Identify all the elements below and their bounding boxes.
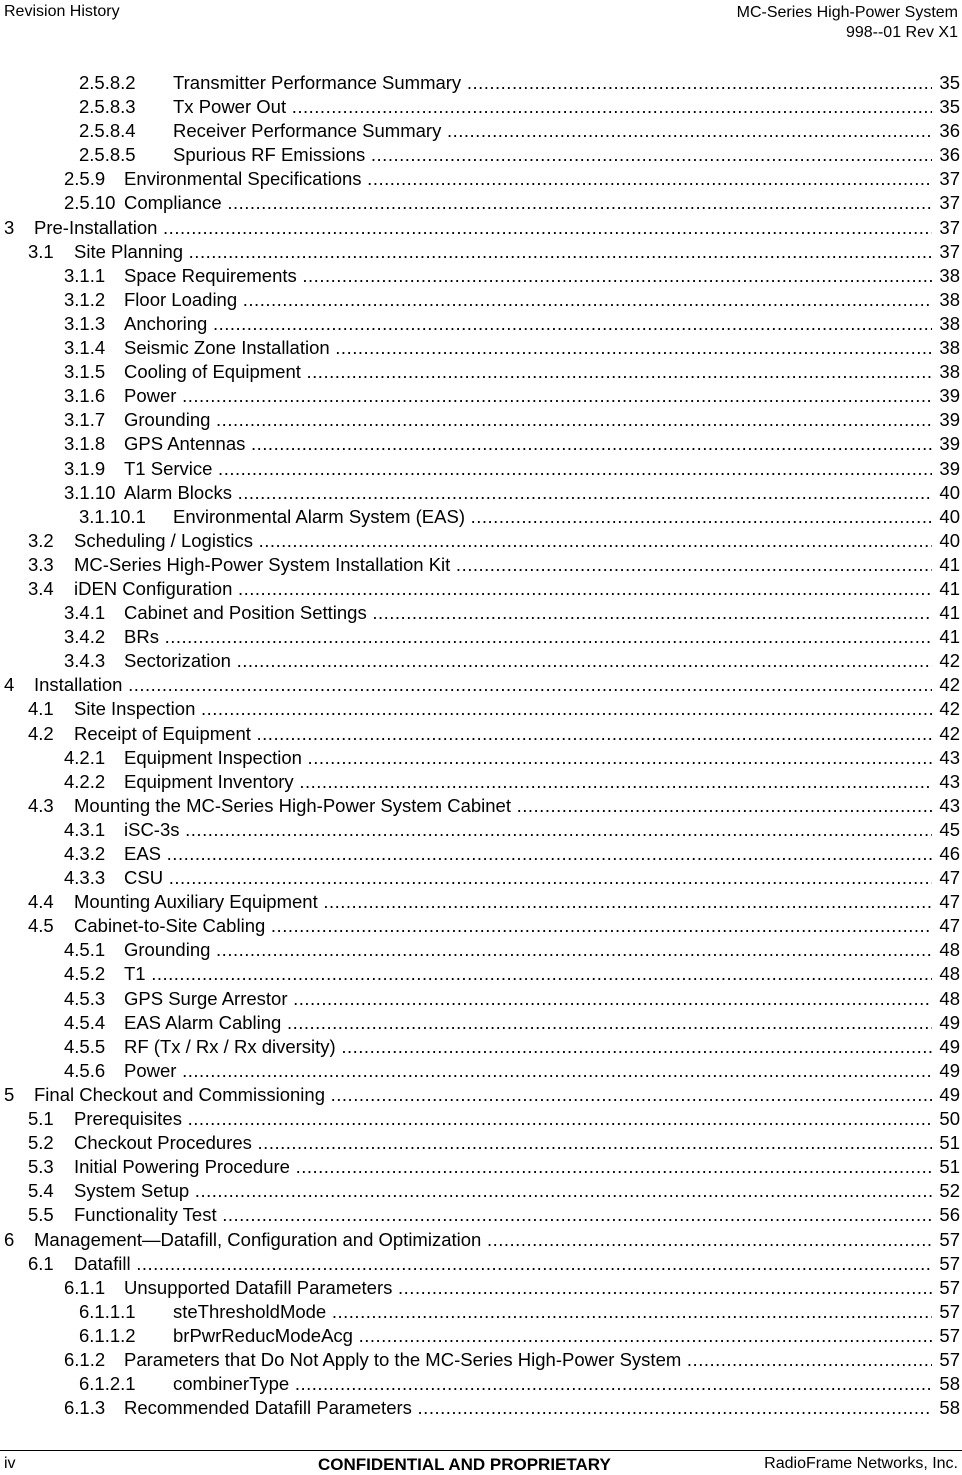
table-of-contents xyxy=(0,71,962,1420)
toc-entry[interactable] xyxy=(0,336,962,360)
toc-entry-title[interactable]: Unsupported Datafill Parameters ..... xyxy=(124,1276,932,1300)
toc-entry[interactable] xyxy=(0,938,962,962)
toc-entry-number: 5.5 xyxy=(28,1204,54,1226)
toc-entry-title[interactable]: Checkout Procedures ..... xyxy=(74,1131,932,1155)
toc-entry[interactable] xyxy=(0,794,962,818)
toc-entry-title[interactable]: Grounding ..... xyxy=(124,938,932,962)
toc-entry-number: 5.4 xyxy=(28,1180,54,1202)
toc-entry-title[interactable]: Tx Power Out ..... xyxy=(173,95,932,119)
toc-entry-title[interactable]: Sectorization ..... xyxy=(124,649,932,673)
toc-entry[interactable] xyxy=(0,529,962,553)
toc-entry-page[interactable]: 42 xyxy=(939,722,960,744)
toc-entry-title[interactable]: combinerType ..... xyxy=(173,1372,932,1396)
toc-entry[interactable] xyxy=(0,987,962,1011)
toc-entry-title[interactable]: Receiver Performance Summary ..... xyxy=(173,119,932,143)
toc-entry-number: 4.2 xyxy=(28,722,54,744)
toc-entry-number: 4.3.2 xyxy=(64,843,106,864)
toc-entry-title[interactable]: Power ..... xyxy=(124,1059,932,1083)
toc-entry-title[interactable]: RF (Tx / Rx / Rx diversity) ..... xyxy=(124,1035,932,1059)
toc-entry-title[interactable]: Parameters that Do Not Apply to the MC-Series High-Power System ..... xyxy=(124,1348,932,1372)
toc-entry-title[interactable]: Spurious RF Emissions ..... xyxy=(173,143,932,167)
toc-entry[interactable] xyxy=(0,649,962,673)
toc-entry-title[interactable]: GPS Surge Arrestor ..... xyxy=(124,987,932,1011)
toc-entry-title[interactable]: iSC-3s ..... xyxy=(124,818,932,842)
toc-entry[interactable] xyxy=(0,1276,962,1300)
toc-entry-page[interactable]: 38 xyxy=(939,288,960,310)
toc-entry-page[interactable]: 35 xyxy=(939,96,960,118)
toc-entry-number: 6.1.2.1 xyxy=(79,1373,136,1395)
toc-entry-number: 3.1.1 xyxy=(64,264,106,286)
toc-entry-page[interactable]: 37 xyxy=(939,216,960,238)
toc-entry-number: 3.4.1 xyxy=(64,602,106,624)
toc-entry-page[interactable]: 52 xyxy=(939,1180,960,1202)
toc-entry[interactable] xyxy=(0,697,962,721)
toc-entry[interactable] xyxy=(0,770,962,794)
toc-entry-number: 3.3 xyxy=(28,553,54,575)
toc-entry-page[interactable]: 38 xyxy=(939,361,960,383)
toc-entry-title[interactable]: Cooling of Equipment ..... xyxy=(124,360,932,384)
toc-entry[interactable] xyxy=(0,1228,962,1252)
toc-entry-number: 3.1 xyxy=(28,240,54,262)
toc-entry-title[interactable]: Transmitter Performance Summary ..... xyxy=(173,71,932,95)
toc-entry[interactable] xyxy=(0,95,962,119)
toc-entry-page[interactable]: 47 xyxy=(939,891,960,913)
toc-entry-title[interactable]: Datafill ..... xyxy=(74,1252,932,1276)
toc-entry-page[interactable]: 36 xyxy=(939,120,960,142)
toc-entry-page[interactable]: 42 xyxy=(939,698,960,720)
toc-entry-page[interactable]: 37 xyxy=(939,192,960,214)
toc-entry-title[interactable]: iDEN Configuration ..... xyxy=(74,577,932,601)
toc-entry-number: 3.4 xyxy=(28,577,54,599)
toc-entry-title[interactable]: MC-Series High-Power System Installation Kit ..... xyxy=(74,553,932,577)
toc-entry-page[interactable]: 51 xyxy=(939,1132,960,1154)
toc-entry-number: 2.5.8.4 xyxy=(79,120,136,142)
toc-entry-title[interactable]: Recommended Datafill Parameters ..... xyxy=(124,1396,932,1420)
toc-entry[interactable] xyxy=(0,1396,962,1420)
toc-entry-number: 5.3 xyxy=(28,1156,54,1178)
toc-entry[interactable] xyxy=(0,1131,962,1155)
toc-entry-title[interactable]: Seismic Zone Installation ..... xyxy=(124,336,932,360)
toc-entry-number: 4.5.5 xyxy=(64,1035,106,1057)
toc-entry-page[interactable]: 51 xyxy=(939,1156,960,1178)
toc-entry[interactable] xyxy=(0,216,962,240)
toc-entry[interactable] xyxy=(0,673,962,697)
toc-entry-page[interactable]: 41 xyxy=(939,602,960,624)
toc-entry[interactable] xyxy=(0,914,962,938)
toc-entry-title[interactable]: Prerequisites ..... xyxy=(74,1107,932,1131)
toc-entry-page[interactable]: 36 xyxy=(939,144,960,166)
toc-entry-page[interactable]: 56 xyxy=(939,1204,960,1226)
toc-entry-number: 6.1.1.1 xyxy=(79,1300,136,1322)
toc-entry-title[interactable]: Equipment Inspection ..... xyxy=(124,746,932,770)
toc-entry[interactable] xyxy=(0,842,962,866)
toc-entry-page[interactable]: 41 xyxy=(939,626,960,648)
toc-entry-number: 2.5.8.3 xyxy=(79,96,136,118)
toc-entry-title[interactable]: T1 Service ..... xyxy=(124,457,932,481)
toc-entry-page[interactable]: 39 xyxy=(939,457,960,479)
toc-entry[interactable] xyxy=(0,143,962,167)
toc-entry-number: 6.1.3 xyxy=(64,1397,106,1419)
toc-entry[interactable] xyxy=(0,457,962,481)
toc-entry-page[interactable]: 58 xyxy=(939,1373,960,1395)
toc-entry-number: 2.5.8.2 xyxy=(79,72,136,93)
toc-entry-title[interactable]: Space Requirements ..... xyxy=(124,264,932,288)
toc-entry-page[interactable]: 57 xyxy=(939,1228,960,1250)
toc-entry-title[interactable]: brPwrReducModeAcg ..... xyxy=(173,1324,932,1348)
toc-entry-number: 6.1.1.2 xyxy=(79,1324,136,1346)
toc-entry-page[interactable]: 48 xyxy=(939,987,960,1009)
toc-entry-title[interactable]: T1 ..... xyxy=(124,962,932,986)
toc-entry-title[interactable]: Floor Loading ..... xyxy=(124,288,932,312)
footer-page-number: iv xyxy=(4,1455,16,1472)
toc-entry-title[interactable]: Mounting Auxiliary Equipment ..... xyxy=(74,890,932,914)
toc-entry[interactable] xyxy=(0,1179,962,1203)
toc-entry-page[interactable]: 37 xyxy=(939,168,960,190)
toc-entry-number: 6.1 xyxy=(28,1252,54,1274)
toc-entry-title[interactable]: Power ..... xyxy=(124,384,932,408)
toc-entry-number: 4.2.2 xyxy=(64,770,106,792)
toc-entry[interactable] xyxy=(0,625,962,649)
toc-entry-title[interactable]: GPS Antennas ..... xyxy=(124,432,932,456)
toc-entry-title[interactable]: Initial Powering Procedure ..... xyxy=(74,1155,932,1179)
toc-entry[interactable] xyxy=(0,481,962,505)
toc-entry-page[interactable]: 40 xyxy=(939,481,960,503)
toc-entry-page[interactable]: 37 xyxy=(939,240,960,262)
toc-entry-page[interactable]: 39 xyxy=(939,409,960,431)
toc-entry-page[interactable]: 49 xyxy=(939,1035,960,1057)
toc-entry-page[interactable]: 49 xyxy=(939,1083,960,1105)
toc-entry-number: 3.1.5 xyxy=(64,361,106,383)
toc-entry[interactable] xyxy=(0,601,962,625)
toc-entry[interactable] xyxy=(0,432,962,456)
toc-entry-title[interactable]: Functionality Test ..... xyxy=(74,1203,932,1227)
toc-entry-page[interactable]: 39 xyxy=(939,385,960,407)
footer-confidential-notice: CONFIDENTIAL AND PROPRIETARY xyxy=(318,1455,611,1474)
toc-entry-title[interactable]: Final Checkout and Commissioning ..... xyxy=(34,1083,932,1107)
toc-entry-number: 6 xyxy=(4,1228,15,1250)
toc-entry[interactable] xyxy=(0,1083,962,1107)
toc-entry-title[interactable]: Equipment Inventory ..... xyxy=(124,770,932,794)
toc-entry-title[interactable]: CSU ..... xyxy=(124,866,932,890)
toc-entry[interactable] xyxy=(0,1252,962,1276)
toc-entry-number: 2.5.8.5 xyxy=(79,144,136,166)
toc-entry-title[interactable]: Grounding ..... xyxy=(124,408,932,432)
toc-entry-title[interactable]: Anchoring ..... xyxy=(124,312,932,336)
toc-entry-page[interactable]: 41 xyxy=(939,553,960,575)
toc-entry[interactable] xyxy=(0,818,962,842)
toc-entry[interactable] xyxy=(0,1300,962,1324)
toc-entry[interactable] xyxy=(0,577,962,601)
toc-entry-number: 3.4.3 xyxy=(64,650,106,672)
toc-entry-page[interactable]: 40 xyxy=(939,529,960,551)
toc-entry[interactable] xyxy=(0,722,962,746)
toc-entry-number: 3.1.9 xyxy=(64,457,106,479)
toc-entry-title[interactable]: steThresholdMode ..... xyxy=(173,1300,932,1324)
toc-entry-number: 4.3.3 xyxy=(64,867,106,889)
toc-entry-number: 3.1.10.1 xyxy=(79,505,146,527)
toc-entry-number: 3.1.8 xyxy=(64,433,106,455)
toc-entry-page[interactable]: 47 xyxy=(939,867,960,889)
toc-entry-page[interactable]: 57 xyxy=(939,1324,960,1346)
toc-entry-number: 3.4.2 xyxy=(64,626,106,648)
toc-entry[interactable] xyxy=(0,1324,962,1348)
toc-entry[interactable] xyxy=(0,264,962,288)
toc-entry[interactable] xyxy=(0,191,962,215)
toc-entry-page[interactable]: 57 xyxy=(939,1300,960,1322)
toc-entry[interactable] xyxy=(0,167,962,191)
header-document-info xyxy=(737,3,958,43)
toc-entry-page[interactable]: 48 xyxy=(939,939,960,961)
toc-entry-title[interactable]: Installation ..... xyxy=(34,673,932,697)
toc-entry-number: 6.1.1 xyxy=(64,1276,106,1298)
toc-entry-number: 3.1.4 xyxy=(64,337,106,359)
toc-entry-title[interactable]: Cabinet and Position Settings ..... xyxy=(124,601,932,625)
header-revision: 998--01 Rev X1 xyxy=(845,24,958,41)
toc-entry-page[interactable]: 43 xyxy=(939,770,960,792)
toc-entry-page[interactable]: 57 xyxy=(939,1348,960,1370)
toc-entry-page[interactable]: 46 xyxy=(939,843,960,864)
toc-entry-title[interactable]: Cabinet-to-Site Cabling ..... xyxy=(74,914,932,938)
toc-entry-number: 2.5.9 xyxy=(64,168,106,190)
toc-entry[interactable] xyxy=(0,1107,962,1131)
toc-entry-page[interactable]: 35 xyxy=(939,72,960,93)
toc-entry-number: 4.1 xyxy=(28,698,54,720)
toc-entry-page[interactable]: 38 xyxy=(939,264,960,286)
toc-entry-number: 4.5.6 xyxy=(64,1059,106,1081)
toc-entry-number: 5.2 xyxy=(28,1132,54,1154)
toc-entry-title[interactable]: Management—Datafill, Configuration and Optimization ..... xyxy=(34,1228,932,1252)
toc-entry-number: 6.1.2 xyxy=(64,1348,106,1370)
toc-entry-number: 3.1.6 xyxy=(64,385,106,407)
toc-entry-page[interactable]: 49 xyxy=(939,1011,960,1033)
toc-entry-page[interactable]: 42 xyxy=(939,674,960,696)
toc-entry[interactable] xyxy=(0,1011,962,1035)
footer-divider xyxy=(0,1450,962,1451)
footer-company: RadioFrame Networks, Inc. xyxy=(764,1455,958,1472)
toc-entry-number: 4.4 xyxy=(28,891,54,913)
toc-entry-page[interactable]: 58 xyxy=(939,1397,960,1419)
toc-entry-number: 4.3 xyxy=(28,794,54,816)
toc-entry-number: 4 xyxy=(4,674,15,696)
toc-entry[interactable] xyxy=(0,1372,962,1396)
toc-entry-title[interactable]: Site Inspection ..... xyxy=(74,697,932,721)
toc-entry-page[interactable]: 38 xyxy=(939,312,960,334)
toc-entry-number: 5 xyxy=(4,1083,15,1105)
toc-entry-page[interactable]: 42 xyxy=(939,650,960,672)
toc-entry[interactable] xyxy=(0,408,962,432)
toc-entry-page[interactable]: 57 xyxy=(939,1276,960,1298)
toc-entry-number: 4.3.1 xyxy=(64,818,106,840)
toc-entry-title[interactable]: Environmental Specifications ..... xyxy=(124,167,932,191)
header-section-title: Revision History xyxy=(4,3,120,20)
toc-entry-number: 3.1.10 xyxy=(64,481,116,503)
header-product-name: MC-Series High-Power System xyxy=(736,4,958,21)
toc-entry-title[interactable]: Scheduling / Logistics ..... xyxy=(74,529,932,553)
toc-entry-number: 4.5.2 xyxy=(64,963,106,985)
toc-entry-number: 2.5.10 xyxy=(64,192,116,214)
toc-entry[interactable] xyxy=(0,890,962,914)
toc-entry[interactable] xyxy=(0,505,962,529)
toc-entry-number: 3.1.3 xyxy=(64,312,106,334)
toc-entry-page[interactable]: 41 xyxy=(939,577,960,599)
toc-entry-page[interactable]: 40 xyxy=(939,505,960,527)
toc-entry-page[interactable]: 45 xyxy=(939,818,960,840)
toc-entry[interactable] xyxy=(0,1348,962,1372)
toc-entry[interactable] xyxy=(0,1059,962,1083)
toc-entry-number: 5.1 xyxy=(28,1108,54,1130)
toc-entry[interactable] xyxy=(0,119,962,143)
toc-entry-number: 4.5 xyxy=(28,915,54,937)
toc-entry-title[interactable]: System Setup ..... xyxy=(74,1179,932,1203)
toc-entry-number: 4.5.1 xyxy=(64,939,106,961)
toc-entry[interactable] xyxy=(0,71,962,95)
toc-entry-title[interactable]: Mounting the MC-Series High-Power System Cabinet ..... xyxy=(74,794,932,818)
toc-entry-number: 3 xyxy=(4,216,15,238)
toc-entry-title[interactable]: EAS ..... xyxy=(124,842,932,866)
toc-entry-title[interactable]: Environmental Alarm System (EAS) ..... xyxy=(173,505,932,529)
toc-entry-number: 3.2 xyxy=(28,529,54,551)
toc-entry[interactable] xyxy=(0,240,962,264)
toc-entry-title[interactable]: Pre-Installation ..... xyxy=(34,216,932,240)
toc-entry[interactable] xyxy=(0,1035,962,1059)
toc-entry-number: 4.5.3 xyxy=(64,987,106,1009)
toc-entry[interactable] xyxy=(0,553,962,577)
toc-entry[interactable] xyxy=(0,360,962,384)
toc-entry-page[interactable]: 39 xyxy=(939,433,960,455)
toc-entry[interactable] xyxy=(0,746,962,770)
toc-entry[interactable] xyxy=(0,312,962,336)
toc-entry-title[interactable]: Compliance ..... xyxy=(124,191,932,215)
toc-entry[interactable] xyxy=(0,1155,962,1179)
toc-entry[interactable] xyxy=(0,962,962,986)
toc-entry-title[interactable]: EAS Alarm Cabling ..... xyxy=(124,1011,932,1035)
toc-entry-page[interactable]: 50 xyxy=(939,1108,960,1130)
toc-entry[interactable] xyxy=(0,288,962,312)
toc-entry-title[interactable]: BRs ..... xyxy=(124,625,932,649)
toc-entry-page[interactable]: 43 xyxy=(939,746,960,768)
toc-entry-number: 3.1.7 xyxy=(64,409,106,431)
toc-entry[interactable] xyxy=(0,1203,962,1227)
toc-entry-page[interactable]: 43 xyxy=(939,794,960,816)
toc-entry-number: 4.2.1 xyxy=(64,746,106,768)
toc-entry-number: 4.5.4 xyxy=(64,1011,106,1033)
toc-entry-page[interactable]: 47 xyxy=(939,915,960,937)
toc-entry-page[interactable]: 48 xyxy=(939,963,960,985)
toc-entry-page[interactable]: 57 xyxy=(939,1252,960,1274)
toc-entry-page[interactable]: 38 xyxy=(939,337,960,359)
toc-entry[interactable] xyxy=(0,866,962,890)
toc-entry-page[interactable]: 49 xyxy=(939,1059,960,1081)
toc-entry[interactable] xyxy=(0,384,962,408)
toc-entry-title[interactable]: Receipt of Equipment ..... xyxy=(74,722,932,746)
toc-entry-title[interactable]: Site Planning ..... xyxy=(74,240,932,264)
toc-entry-number: 3.1.2 xyxy=(64,288,106,310)
toc-entry-title[interactable]: Alarm Blocks ..... xyxy=(124,481,932,505)
